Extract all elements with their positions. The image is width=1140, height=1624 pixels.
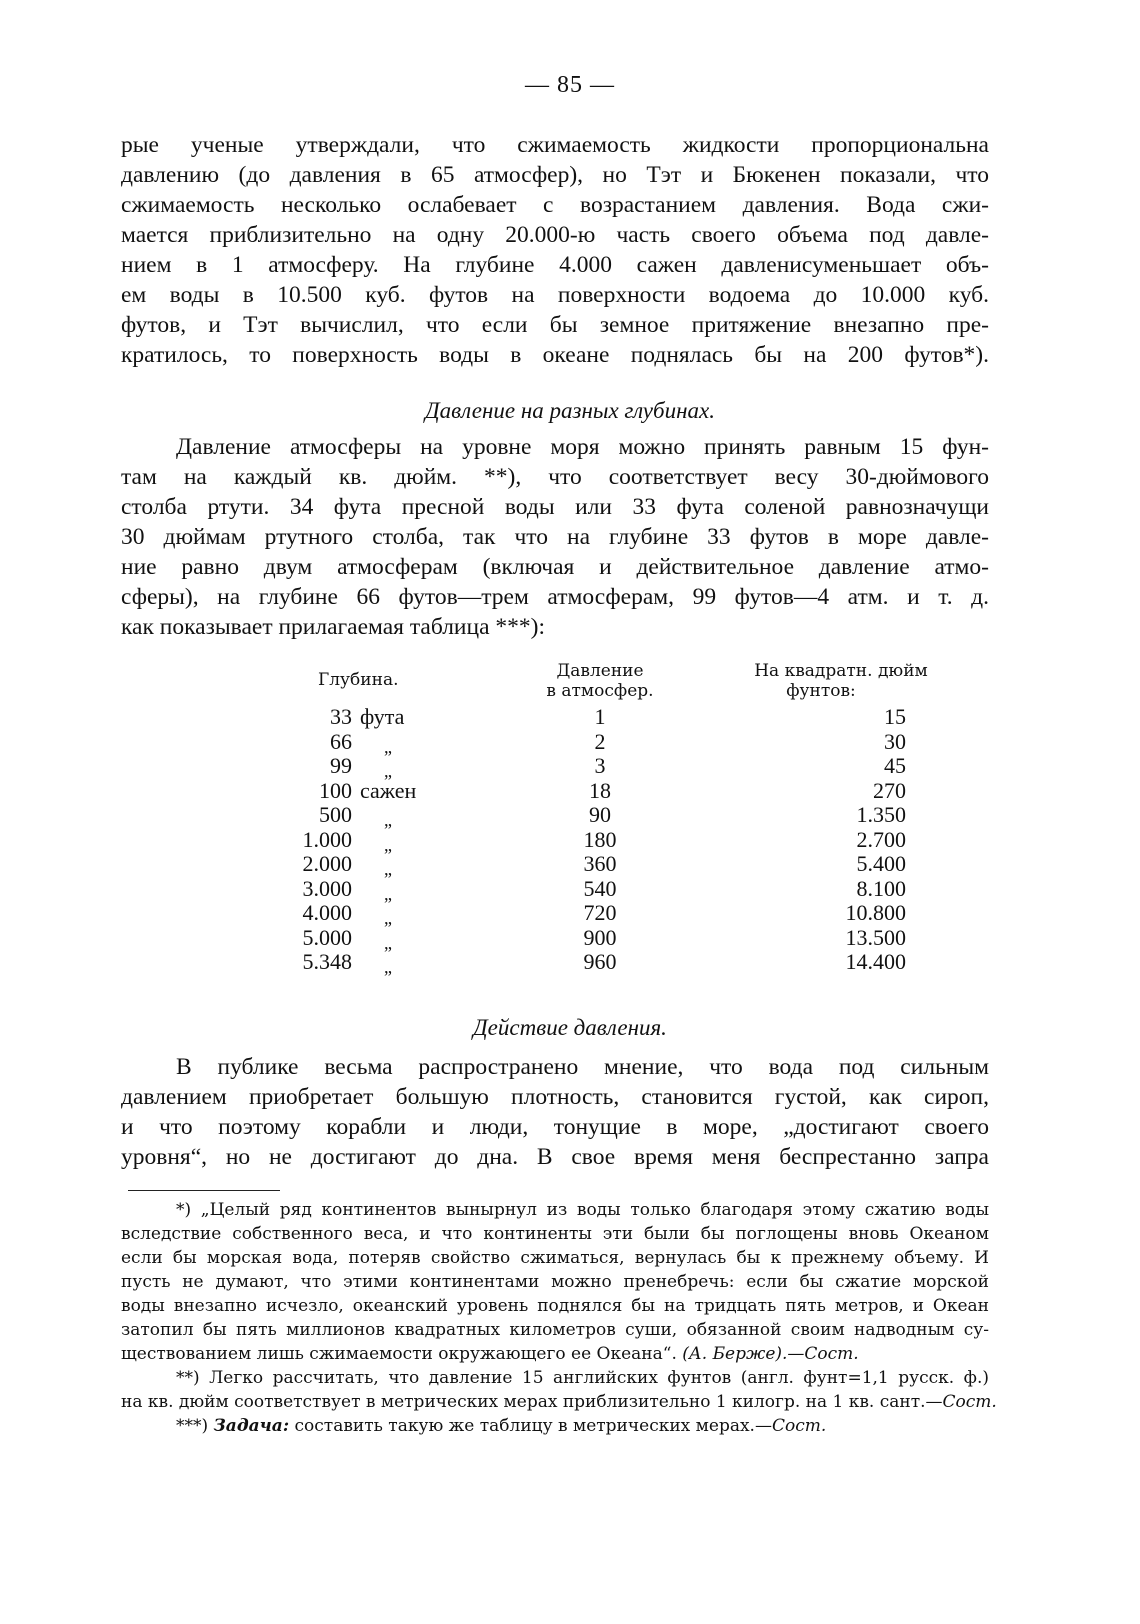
cell-atm: 18 [589, 777, 611, 803]
text-line: сферы), на глубине 66 футов—трем атмосферам, 99 футов—4 атм. и т. д. [121, 584, 989, 610]
cell-lb: 8.100 [856, 875, 906, 901]
text-line: сжимаемость несколько ослабевает с возрастанием давления. Вода сжи- [121, 192, 989, 218]
footnote-text: на кв. дюйм соответствует в метрических мерах приблизительно 1 килогр. на 1 кв. сант.— [121, 1392, 943, 1412]
footnote-line [121, 1390, 997, 1414]
text-line: нием в 1 атмосферу. На глубине 4.000 сажен давленисуменьшает объ- [121, 252, 989, 278]
section-heading-pressure-action: Действие давления. [473, 1015, 667, 1040]
cell-lb: 13.500 [845, 924, 906, 950]
text-line: давлением приобретает большую плотность, становится густой, как сироп, [121, 1084, 989, 1110]
header-depth: Глубина. [318, 670, 399, 690]
header-atm-line2: в атмосфер. [546, 681, 654, 701]
depth-pressure-table [290, 660, 976, 975]
cell-atm: 540 [583, 875, 617, 901]
footnote-line: вследствие собственного веса, и что континенты эти были бы поглощены вновь Океаном [121, 1224, 989, 1244]
table-row [290, 803, 976, 828]
cell-atm: 180 [583, 826, 617, 852]
page-number: — 85 — [525, 72, 615, 98]
cell-unit: „ [384, 761, 392, 781]
paragraph-compressibility [121, 130, 989, 370]
cell-unit: „ [384, 834, 392, 855]
text-line: В публике весьма распространено мнение, что вода под сильным [176, 1054, 989, 1080]
text-line: как показывает прилагаемая таблица ***): [121, 614, 545, 640]
text-line: ем воды в 10.500 куб. футов на поверхности водоема до 10.000 куб. [121, 282, 989, 308]
cell-depth: 2.000 [302, 851, 352, 876]
cell-atm: 1 [594, 704, 606, 729]
cell-atm: 720 [583, 900, 617, 925]
table-header-row [290, 660, 976, 705]
cell-unit: сажен [360, 777, 417, 803]
text-line: ние равно двум атмосферам (включая и действительное давление атмо- [121, 554, 989, 580]
footnote-line: **) Легко рассчитать, что давление 15 английских фунтов (англ. фунт=1,1 русск. ф.) [176, 1368, 989, 1388]
cell-unit: „ [384, 908, 392, 928]
cell-lb: 1.350 [856, 802, 906, 827]
cell-lb: 2.700 [856, 826, 906, 852]
text-line: столба ртути. 34 фута пресной воды или 33 фута соленой равнозначущи [121, 494, 989, 520]
cell-depth: 1.000 [302, 826, 352, 852]
cell-depth: 100 [319, 777, 352, 803]
text-line: мается приблизительно на одну 20.000-ю часть своего объема под давле- [121, 222, 989, 248]
cell-atm: 2 [594, 728, 606, 754]
footnote-line: пусть не думают, что этими континентами можно пренебречь: если бы сжатие морской [121, 1272, 989, 1292]
cell-unit: „ [384, 810, 392, 830]
paragraph-pressure-depths [121, 432, 989, 642]
cell-atm: 360 [583, 851, 617, 876]
footnote-text: ществованием лишь сжимаемости окружающего ее Океана“. [121, 1344, 683, 1364]
text-line: там на каждый кв. дюйм. **), что соответствует весу 30-дюймового [121, 464, 989, 490]
header-lb-line2: фунтов: [786, 681, 856, 701]
cell-unit: „ [384, 957, 392, 977]
cell-atm: 960 [583, 949, 617, 974]
table-row [290, 730, 976, 755]
footnote-separator [128, 1190, 280, 1191]
text-line: футов, и Тэт вычислил, что если бы земное притяжение внезапно пре- [121, 312, 989, 338]
text-line: и что поэтому корабли и люди, тонущие в море, „достигают своего [121, 1114, 989, 1140]
cell-depth: 5.348 [302, 949, 352, 974]
cell-depth: 500 [319, 802, 352, 827]
cell-depth: 3.000 [302, 875, 352, 901]
cell-unit: „ [384, 883, 392, 904]
text-line: уровня“, но не достигают до дна. В свое время меня беспрестанно запра [121, 1144, 989, 1170]
section-heading-pressure-depths: Давление на разных глубинах. [425, 398, 715, 423]
cell-unit: „ [384, 736, 392, 757]
table-row [290, 705, 976, 730]
cell-atm: 900 [583, 924, 617, 950]
cell-lb: 5.400 [856, 851, 906, 876]
footnote-attribution: (А. Берже).—Сост. [682, 1344, 859, 1364]
header-atmospheres [494, 660, 706, 705]
cell-lb: 45 [884, 753, 906, 778]
cell-atm: 3 [594, 753, 606, 778]
footnote-task-label: Задача: [213, 1416, 290, 1436]
footnote-line: затопил бы пять миллионов квадратных километров суши, обязанной своим надводным су- [121, 1320, 989, 1340]
text-line: Давление атмосферы на уровне моря можно принять равным 15 фун- [176, 434, 989, 460]
footnote-line: *) „Целый ряд континентов вынырнул из воды только благодаря этому сжатию воды [176, 1200, 989, 1220]
cell-atm: 90 [589, 802, 611, 827]
footnote-line: если бы морская вода, потеряв свойство сжиматься, вернулась бы к прежнему объему. И [121, 1248, 989, 1268]
footnote-line [121, 1342, 989, 1366]
footnote-line [121, 1414, 989, 1438]
header-atm-line1: Давление [556, 661, 644, 681]
footnote-mark: ***) [176, 1416, 214, 1436]
footnote-attribution: Сост. [942, 1392, 997, 1412]
footnote-2 [121, 1366, 997, 1414]
cell-depth: 5.000 [302, 924, 352, 950]
header-lb-line1: На квадратн. дюйм [754, 661, 928, 681]
cell-depth: 99 [330, 753, 352, 778]
footnote-attribution: Сост. [771, 1416, 827, 1436]
cell-depth: 4.000 [302, 900, 352, 925]
cell-lb: 10.800 [845, 900, 906, 925]
text-line: рые ученые утверждали, что сжимаемость жидкости пропорциональна [121, 132, 989, 158]
cell-unit: фута [360, 704, 405, 729]
cell-lb: 30 [884, 728, 906, 754]
cell-unit: „ [384, 859, 392, 879]
footnote-1 [121, 1198, 989, 1366]
footnote-line: воды внезапно исчезло, океанский уровень поднялся бы на тридцать пять метров, и Океан [121, 1296, 989, 1316]
cell-lb: 15 [884, 704, 906, 729]
text-line: кратилось, то поверхность воды в океане поднялась бы на 200 футов*). [121, 342, 989, 368]
cell-unit: „ [384, 932, 392, 953]
cell-lb: 270 [873, 777, 906, 803]
header-pounds-per-inch [706, 660, 976, 705]
footnote-text: составить такую же таблицу в метрических мерах.— [289, 1416, 772, 1436]
text-line: 30 дюймам ртутного столба, так что на глубине 33 футов в море давле- [121, 524, 989, 550]
cell-lb: 14.400 [845, 949, 906, 974]
footnote-3 [121, 1414, 989, 1438]
cell-depth: 66 [330, 728, 352, 754]
cell-depth: 33 [330, 704, 352, 729]
paragraph-pressure-action [121, 1052, 989, 1172]
text-line: давлению (до давления в 65 атмосфер), но Тэт и Бюкенен показали, что [121, 162, 989, 188]
